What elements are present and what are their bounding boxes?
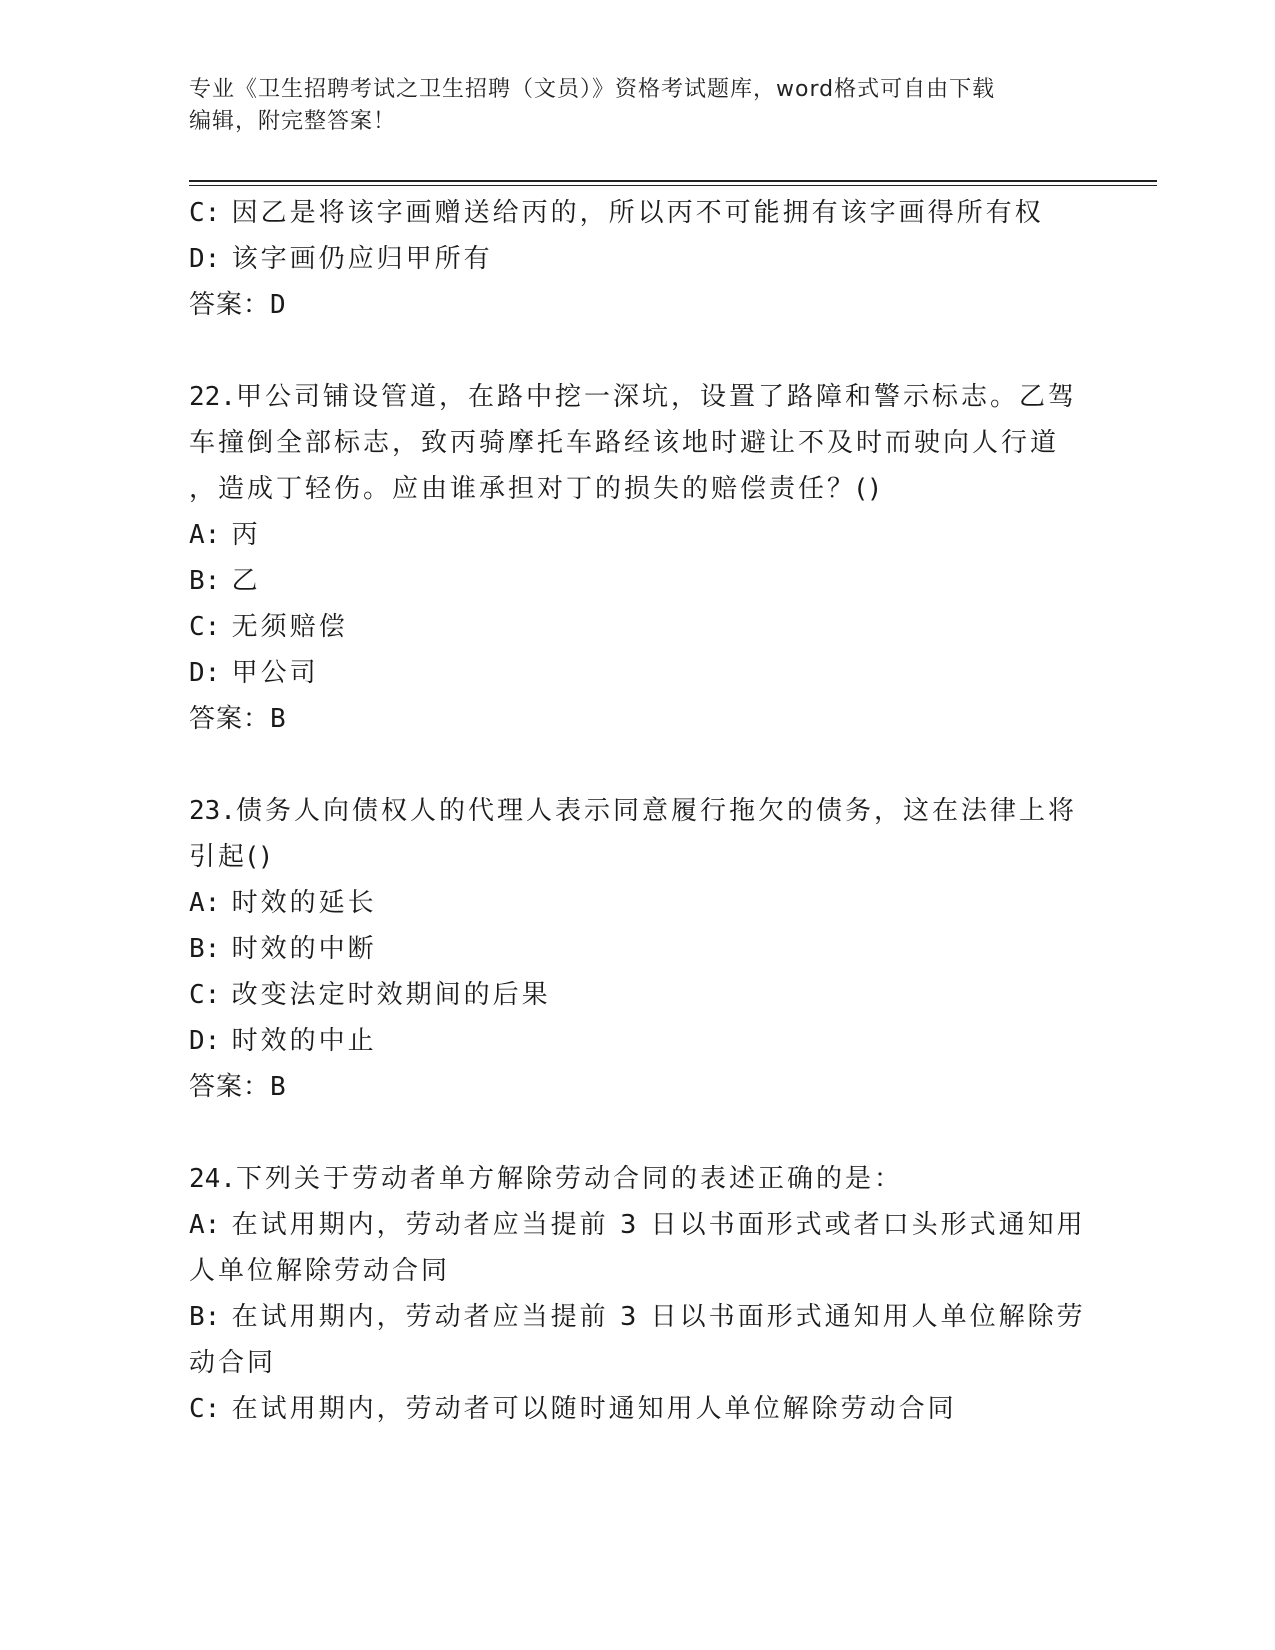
question-23 [189, 788, 1089, 1110]
question-number: 22. [189, 382, 236, 412]
answer-line [189, 1064, 1089, 1110]
answer-value: B [270, 1072, 287, 1102]
answer-label: 答案： [189, 290, 271, 320]
option-text: 乙 [231, 566, 261, 596]
option-text: 甲公司 [231, 658, 319, 688]
option-continuation: 动合同 [189, 1348, 277, 1378]
option-key: B: [189, 934, 221, 964]
question-stem-line: 引起() [189, 842, 274, 872]
option-continuation: 人单位解除劳动合同 [189, 1256, 451, 1286]
document-header [189, 74, 1069, 138]
answer-label: 答案： [189, 1072, 271, 1102]
option-row [189, 1202, 1089, 1248]
header-line-1: 专业《卫生招聘考试之卫生招聘（文员）》资格考试题库，word格式可自由下载 [189, 77, 996, 102]
option-text: 该字画仍应归甲所有 [231, 244, 493, 274]
question-stem-text: 甲公司铺设管道，在路中挖一深坑，设置了路障和警示标志。乙驾 [235, 382, 1077, 412]
option-row [189, 558, 1089, 604]
option-row [189, 650, 1089, 696]
option-text: 丙 [231, 520, 261, 550]
answer-line [189, 282, 1089, 328]
option-key: D: [189, 244, 221, 274]
option-text: 因乙是将该字画赠送给丙的，所以丙不可能拥有该字画得所有权 [231, 198, 1044, 228]
question-stem-line [189, 1156, 1089, 1202]
answer-label: 答案： [189, 704, 271, 734]
option-row [189, 604, 1089, 650]
question-stem-line: 车撞倒全部标志，致丙骑摩托车路经该地时避让不及时而驶向人行道 [189, 428, 1060, 458]
option-key: B: [189, 1302, 221, 1332]
option-key: A: [189, 888, 221, 918]
option-key: C: [189, 612, 221, 642]
option-row [189, 512, 1089, 558]
question-22 [189, 374, 1089, 742]
option-row [189, 1018, 1089, 1064]
option-row [189, 880, 1089, 926]
question-stem-line [189, 374, 1089, 420]
option-key: D: [189, 1026, 221, 1056]
option-row [189, 926, 1089, 972]
question-24 [189, 1156, 1089, 1432]
answer-value: D [270, 290, 287, 320]
question-stem-text: 债务人向债权人的代理人表示同意履行拖欠的债务，这在法律上将 [235, 796, 1077, 826]
option-row [189, 1294, 1089, 1340]
option-key: A: [189, 520, 221, 550]
option-key: C: [189, 198, 221, 228]
answer-value: B [270, 704, 287, 734]
option-text: 时效的中断 [231, 934, 377, 964]
question-stem-line: ，造成丁轻伤。应由谁承担对丁的损失的赔偿责任？() [189, 474, 883, 504]
question-fragment [189, 190, 1089, 328]
option-text: 在试用期内，劳动者应当提前 3 日以书面形式或者口头形式通知用 [231, 1210, 1086, 1240]
answer-line [189, 696, 1089, 742]
option-text: 时效的延长 [231, 888, 377, 918]
option-key: D: [189, 658, 221, 688]
question-number: 23. [189, 796, 236, 826]
header-rule-thin [189, 185, 1157, 186]
option-row [189, 972, 1089, 1018]
option-row [189, 190, 1089, 236]
option-text: 在试用期内，劳动者可以随时通知用人单位解除劳动合同 [231, 1394, 957, 1424]
option-key: A: [189, 1210, 221, 1240]
option-text: 在试用期内，劳动者应当提前 3 日以书面形式通知用人单位解除劳 [231, 1302, 1086, 1332]
question-number: 24. [189, 1164, 236, 1194]
question-stem-text: 下列关于劳动者单方解除劳动合同的表述正确的是： [235, 1164, 903, 1194]
option-key: C: [189, 1394, 221, 1424]
header-rule-thick [189, 180, 1157, 182]
header-line-2: 编辑，附完整答案！ [189, 109, 397, 134]
question-stem-line [189, 788, 1089, 834]
option-text: 改变法定时效期间的后果 [231, 980, 551, 1010]
option-key: C: [189, 980, 221, 1010]
option-row [189, 1386, 1089, 1432]
option-key: B: [189, 566, 221, 596]
question-list [189, 190, 1089, 1432]
option-text: 时效的中止 [231, 1026, 377, 1056]
option-text: 无须赔偿 [231, 612, 348, 642]
option-row [189, 236, 1089, 282]
